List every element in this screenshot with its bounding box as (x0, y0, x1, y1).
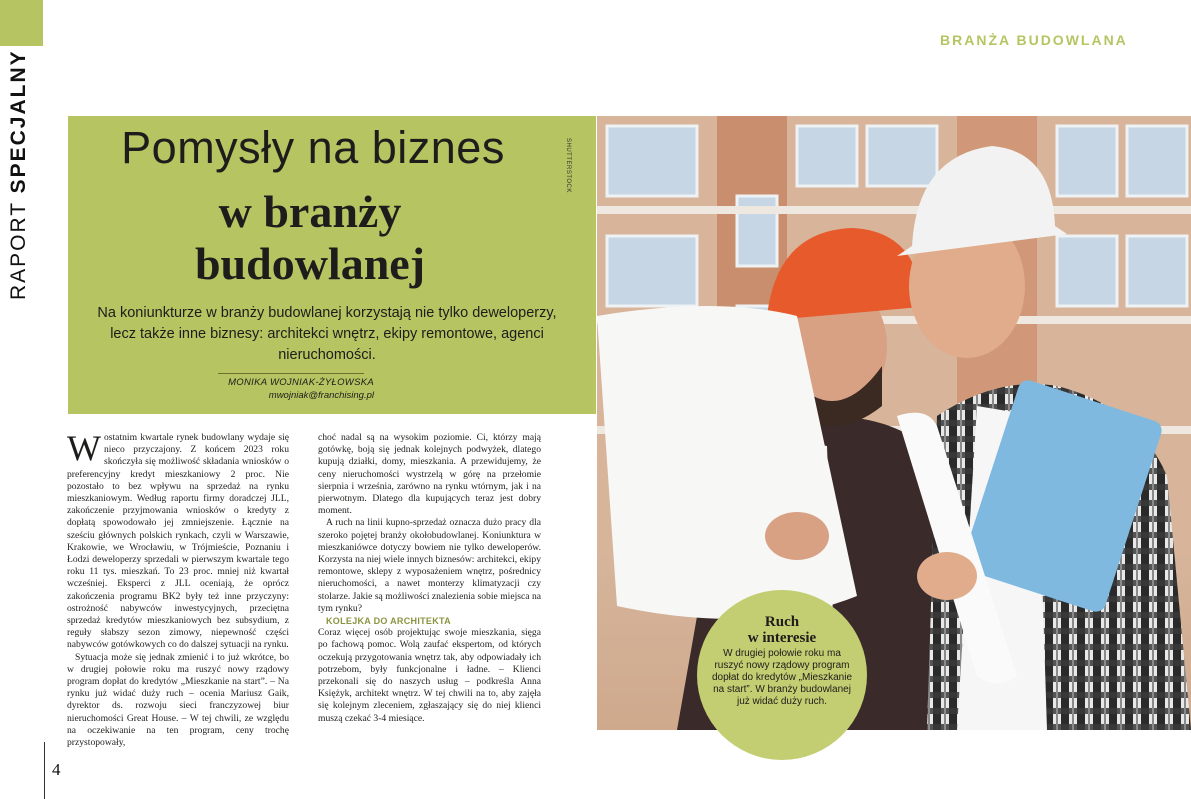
section-label-light: RAPORT (7, 201, 30, 300)
photo-credit: SHUTTERSTOCK (565, 138, 571, 193)
section-label-vertical (7, 49, 31, 300)
callout-circle (697, 590, 867, 760)
article-column-1 (67, 428, 289, 749)
paragraph: Coraz więcej osób projektując swoje mieszkania, sięga po fachową pomoc. Wolą zaufać ekspertom, od których oczekują przygotowania wnętrz tak, aby odpowiadały ich potrzebom, były funkcjonalne i ładne. – Klienci przekonali się do naszych usług – podkreśla Anna Księżyk, architekt wnętrz. W tej chwili na to, aby zajęła się kolejnym zleceniem, zgłaszający się do niej klienci muszą czekać 3-4 miesiące. (318, 627, 541, 724)
author-email: mwojniak@franchising.pl (268, 390, 374, 401)
page-number-rule (44, 742, 45, 799)
section-label-bold: SPECJALNY (7, 49, 30, 194)
article-title-line1: Pomysły na biznes (121, 122, 505, 173)
paragraph: choć nadal są na wysokim poziomie. Ci, którzy mają gotówkę, boją się jednak kolejnych podwyżek, dlatego kupują działki, domy, mieszkania. A przewidujemy, że ceny nieruchomości wystrzelą w górę na przełomie sierpnia i września, zarówno na rynku wtórnym, jak i na pierwotnym. Dlatego dla kupujących teraz jest dobry moment. (318, 432, 541, 517)
paragraph-text: ostatnim kwartale rynek budowlany wydaje się nieco przyczajony. Z końcem 2023 roku skończyła się możliwość składania wniosków o preferencyjny kredyt mieszkaniowy 2 proc. Nie pozostało to bez wpływu na sprzedaż na rynku mieszkaniowym. Według raportu firmy doradczej JLL, zakończenie przyjmowania wniosków o kredyty z dopłatą spowodowało jej zmniejszenie. Łącznie na sześciu głównych polskich rynkach, czyli w Warszawie, Krakowie, we Wrocławiu, w Trójmieście, Poznaniu i Łodzi deweloperzy sprzedali w pierwszym kwartale tego roku 11 tys. mieszkań. To 23 proc. mniej niż kwartał wcześniej. Eksperci z JLL oceniają, że oprócz zakończenia programu BK2 były też inne przyczyny: ostrożność nabywców inwestycyjnych, przeciętna sprzedaż kredytów mieszkaniowych bez subsydium, z reguły słabszy sezon zimowy, niepewność części nabywców gotówkowych co do dalszej sytuacji na rynku. (67, 432, 289, 651)
callout-text: W drugiej połowie roku ma ruszyć nowy rządowy program dopłat do kredytów „Mieszkanie na start”. W branży budowlanej już widać duży ruch. (711, 648, 853, 707)
construction-workers-photo (597, 116, 1191, 730)
page-number: 4 (52, 760, 61, 779)
paragraph (67, 428, 289, 652)
drop-cap: W (67, 428, 101, 468)
section-color-tab (0, 0, 43, 46)
callout-title (697, 614, 867, 646)
callout-title-line2: w interesie (747, 630, 817, 646)
byline-divider (218, 373, 364, 374)
callout-title-line1: Ruch (764, 614, 800, 630)
article-lead: Na koniunkturze w branży budowlanej korzystają nie tylko deweloperzy, lecz także inne biznesy: architekci wnętrz, ekipy remontowe, agenci nieruchomości. (97, 305, 557, 363)
article-column-2 (318, 432, 541, 725)
author-name: MONIKA WOJNIAK-ŻYŁOWSKA (228, 377, 374, 388)
section-subheading: KOLEJKA DO ARCHITEKTA (326, 616, 451, 627)
article-title-serif (90, 186, 530, 290)
paragraph: A ruch na linii kupno-sprzedaż oznacza dużo pracy dla szeroko pojętej branży okołobudowlanej. Koniunktura w mieszkaniówce dotyczy bowiem nie tylko deweloperów. Korzysta na niej wiele innych biznesów: architekci, ekipy remontowe, sklepy z wyposażeniem wnętrz, pośrednicy nieruchomości, a nawet monterzy klimatyzacji czy stolarze. Jakie są możliwości znalezienia sobie miejsca na tym rynku? (318, 517, 541, 614)
article-title-line3: budowlanej (194, 238, 426, 289)
running-header: BRANŻA BUDOWLANA (940, 32, 1128, 48)
paragraph: Sytuacja może się jednak zmienić i to już wkrótce, bo w drugiej połowie roku ma ruszyć nowy rządowy program dopłat do kredytów „Mieszkanie na start”. – Na rynku już widać duży ruch – ocenia Mariusz Gaik, dyrektor ds. rozwoju sieci franczyzowej biur nieruchomości Great House. – W tej chwili, ze względu na oczekiwanie na ten program, ceny trochę przystopowały, (67, 651, 289, 749)
article-title-line2: w branży (218, 186, 402, 237)
